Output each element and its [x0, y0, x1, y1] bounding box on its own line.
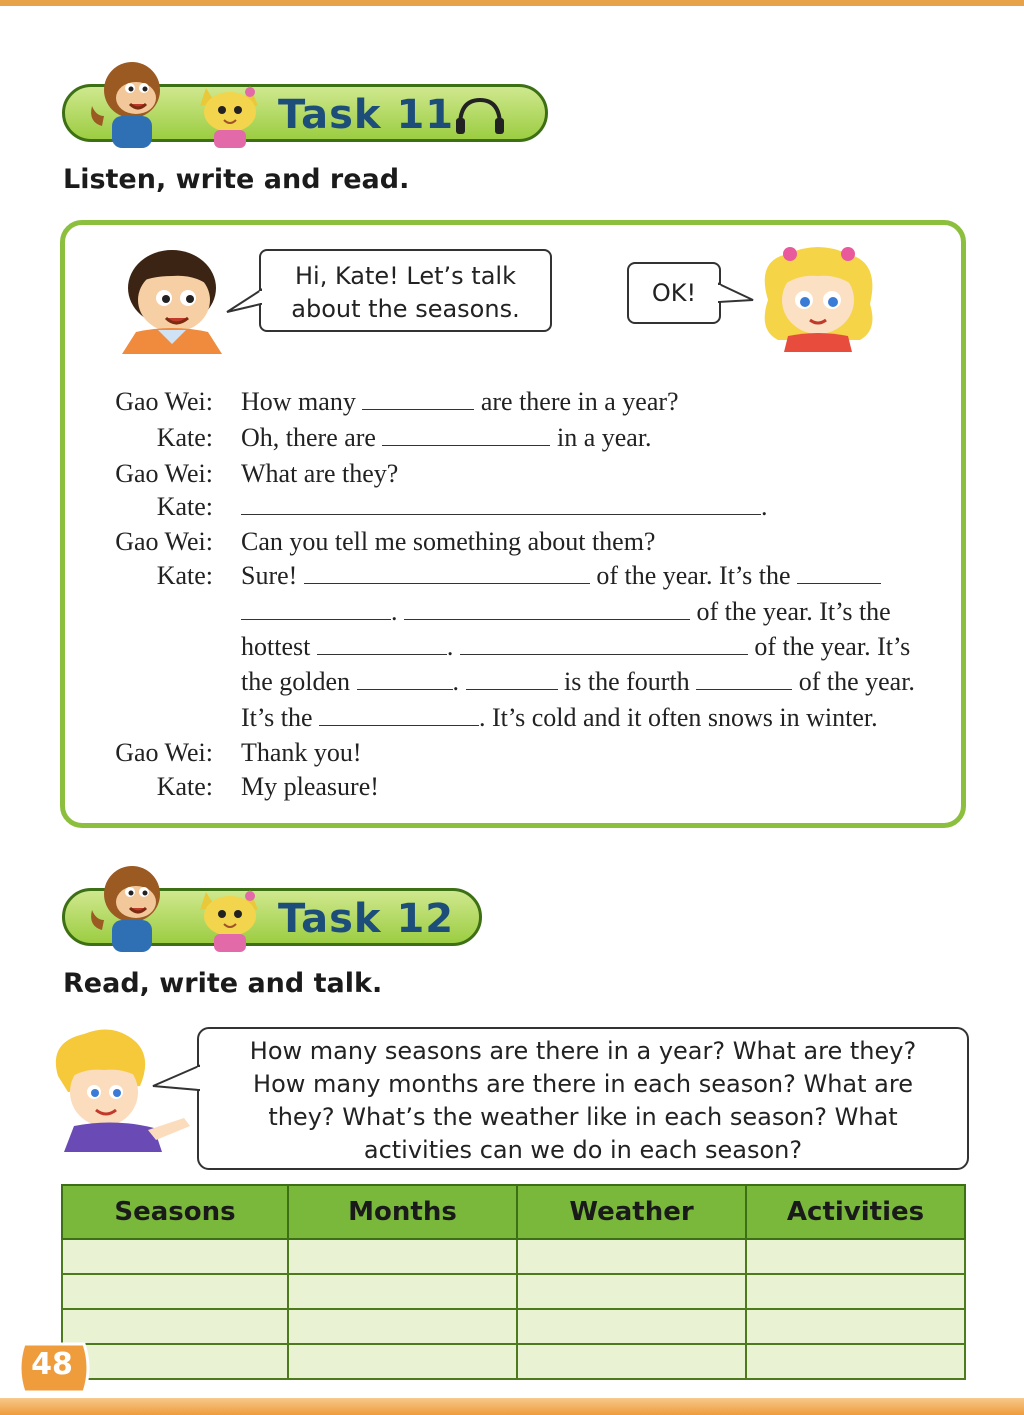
line-text: of the year. It’s — [754, 632, 911, 661]
line-text: of the year. It’s the — [696, 597, 891, 626]
table-cell[interactable] — [288, 1344, 517, 1379]
speaker-label: Gao Wei: — [115, 459, 213, 488]
speaker-label: Gao Wei: — [115, 738, 213, 767]
bubble-question-line: activities can we do in each season? — [363, 1136, 803, 1164]
line-text: How many — [241, 387, 356, 416]
column-header-activities: Activities — [746, 1185, 965, 1239]
table-cell[interactable] — [62, 1274, 288, 1309]
table-cell[interactable] — [746, 1309, 965, 1344]
table-row — [62, 1344, 965, 1379]
table-cell[interactable] — [288, 1274, 517, 1309]
gao-wei-speech-bubble — [259, 249, 552, 332]
monkey-mascot-icon — [80, 860, 180, 956]
speaker-label: Kate: — [156, 561, 213, 590]
dialogue-line — [241, 667, 915, 697]
bottom-border-strip — [0, 1398, 1024, 1415]
answer-blank[interactable] — [466, 669, 558, 690]
table-cell[interactable] — [517, 1344, 746, 1379]
line-text: . — [452, 667, 460, 696]
bubble-question-line: How many months are there in each season? What are — [253, 1070, 913, 1098]
answer-blank[interactable] — [319, 705, 479, 726]
dialogue-line — [241, 527, 655, 557]
line-text: are there in a year? — [480, 387, 679, 416]
answer-blank[interactable] — [357, 669, 453, 690]
table-cell[interactable] — [746, 1239, 965, 1274]
bubble-tail-left — [226, 286, 262, 316]
answer-blank[interactable] — [404, 599, 690, 620]
task12-title: Task 12 — [278, 896, 455, 942]
dialogue-line — [241, 561, 881, 591]
line-text: Thank you! — [241, 738, 362, 767]
dialogue-line — [241, 387, 679, 417]
dialogue-line — [241, 703, 878, 733]
answer-blank[interactable] — [304, 563, 590, 584]
answer-blank[interactable] — [241, 494, 761, 515]
line-text: My pleasure! — [241, 772, 379, 801]
line-text: Oh, there are — [241, 423, 376, 452]
headphones-icon — [452, 96, 508, 136]
kate-speech-bubble — [627, 262, 721, 324]
line-text: . It’s cold and it often snows in winter. — [479, 703, 878, 732]
line-text: . — [761, 492, 768, 521]
task12-speech-bubble — [197, 1027, 969, 1170]
line-text: hottest — [241, 632, 311, 661]
cat-mascot-icon — [188, 78, 272, 150]
table-cell[interactable] — [288, 1239, 517, 1274]
gao-wei-bubble-line: Hi, Kate! Let’s talk — [295, 262, 516, 290]
table-cell[interactable] — [517, 1239, 746, 1274]
dialogue-line — [241, 632, 910, 662]
dialogue-line — [241, 423, 652, 453]
dialogue-line — [241, 772, 379, 802]
speaker-label: Gao Wei: — [115, 527, 213, 556]
seasons-table — [61, 1184, 966, 1380]
line-text: the golden — [241, 667, 351, 696]
table-row — [62, 1239, 965, 1274]
answer-blank[interactable] — [696, 669, 792, 690]
line-text: of the year. It’s the — [596, 561, 791, 590]
top-border-strip — [0, 0, 1024, 6]
line-text: Can you tell me something about them? — [241, 527, 656, 556]
page-number: 48 — [31, 1347, 73, 1382]
speaker-label: Kate: — [156, 772, 213, 801]
table-row — [62, 1309, 965, 1344]
bubble-question-line: they? What’s the weather like in each season? What — [268, 1103, 898, 1131]
table-cell[interactable] — [746, 1274, 965, 1309]
table-cell[interactable] — [62, 1344, 288, 1379]
line-text: in a year. — [556, 423, 652, 452]
answer-blank[interactable] — [241, 599, 391, 620]
answer-blank[interactable] — [460, 634, 748, 655]
speaker-label: Kate: — [156, 492, 213, 521]
table-cell[interactable] — [62, 1239, 288, 1274]
line-text: . — [391, 597, 398, 626]
answer-blank[interactable] — [317, 634, 447, 655]
answer-blank[interactable] — [362, 389, 474, 410]
monkey-mascot-icon — [80, 56, 180, 152]
answer-blank[interactable] — [797, 563, 881, 584]
column-header-weather: Weather — [517, 1185, 746, 1239]
table-cell[interactable] — [517, 1309, 746, 1344]
line-text: . — [446, 632, 454, 661]
dialogue-line — [241, 597, 891, 627]
bubble-tail-left — [152, 1062, 200, 1096]
table-cell[interactable] — [288, 1309, 517, 1344]
line-text: It’s the — [241, 703, 313, 732]
column-header-seasons: Seasons — [62, 1185, 288, 1239]
dialogue-line — [241, 492, 768, 522]
table-cell[interactable] — [62, 1309, 288, 1344]
boy-gao-wei-icon — [112, 244, 232, 354]
dialogue-line — [241, 459, 398, 489]
task11-instruction: Listen, write and read. — [63, 164, 410, 195]
gao-wei-bubble-line: about the seasons. — [291, 295, 520, 323]
table-cell[interactable] — [746, 1344, 965, 1379]
table-row — [62, 1274, 965, 1309]
cat-mascot-icon — [188, 882, 272, 954]
girl-kate-icon — [748, 240, 888, 352]
speaker-label: Gao Wei: — [115, 387, 213, 416]
answer-blank[interactable] — [382, 425, 550, 446]
table-header-row — [62, 1185, 965, 1239]
bubble-question-line: How many seasons are there in a year? What are they? — [249, 1037, 917, 1065]
line-text: Sure! — [241, 561, 298, 590]
column-header-months: Months — [288, 1185, 517, 1239]
kate-bubble-text: OK! — [651, 279, 697, 307]
task11-title: Task 11 — [278, 92, 455, 138]
line-text: of the year. — [798, 667, 915, 696]
table-cell[interactable] — [517, 1274, 746, 1309]
line-text: What are they? — [241, 459, 399, 488]
speaker-label: Kate: — [156, 423, 213, 452]
task12-instruction: Read, write and talk. — [63, 968, 383, 999]
dialogue-line — [241, 738, 362, 768]
line-text: is the fourth — [564, 667, 690, 696]
